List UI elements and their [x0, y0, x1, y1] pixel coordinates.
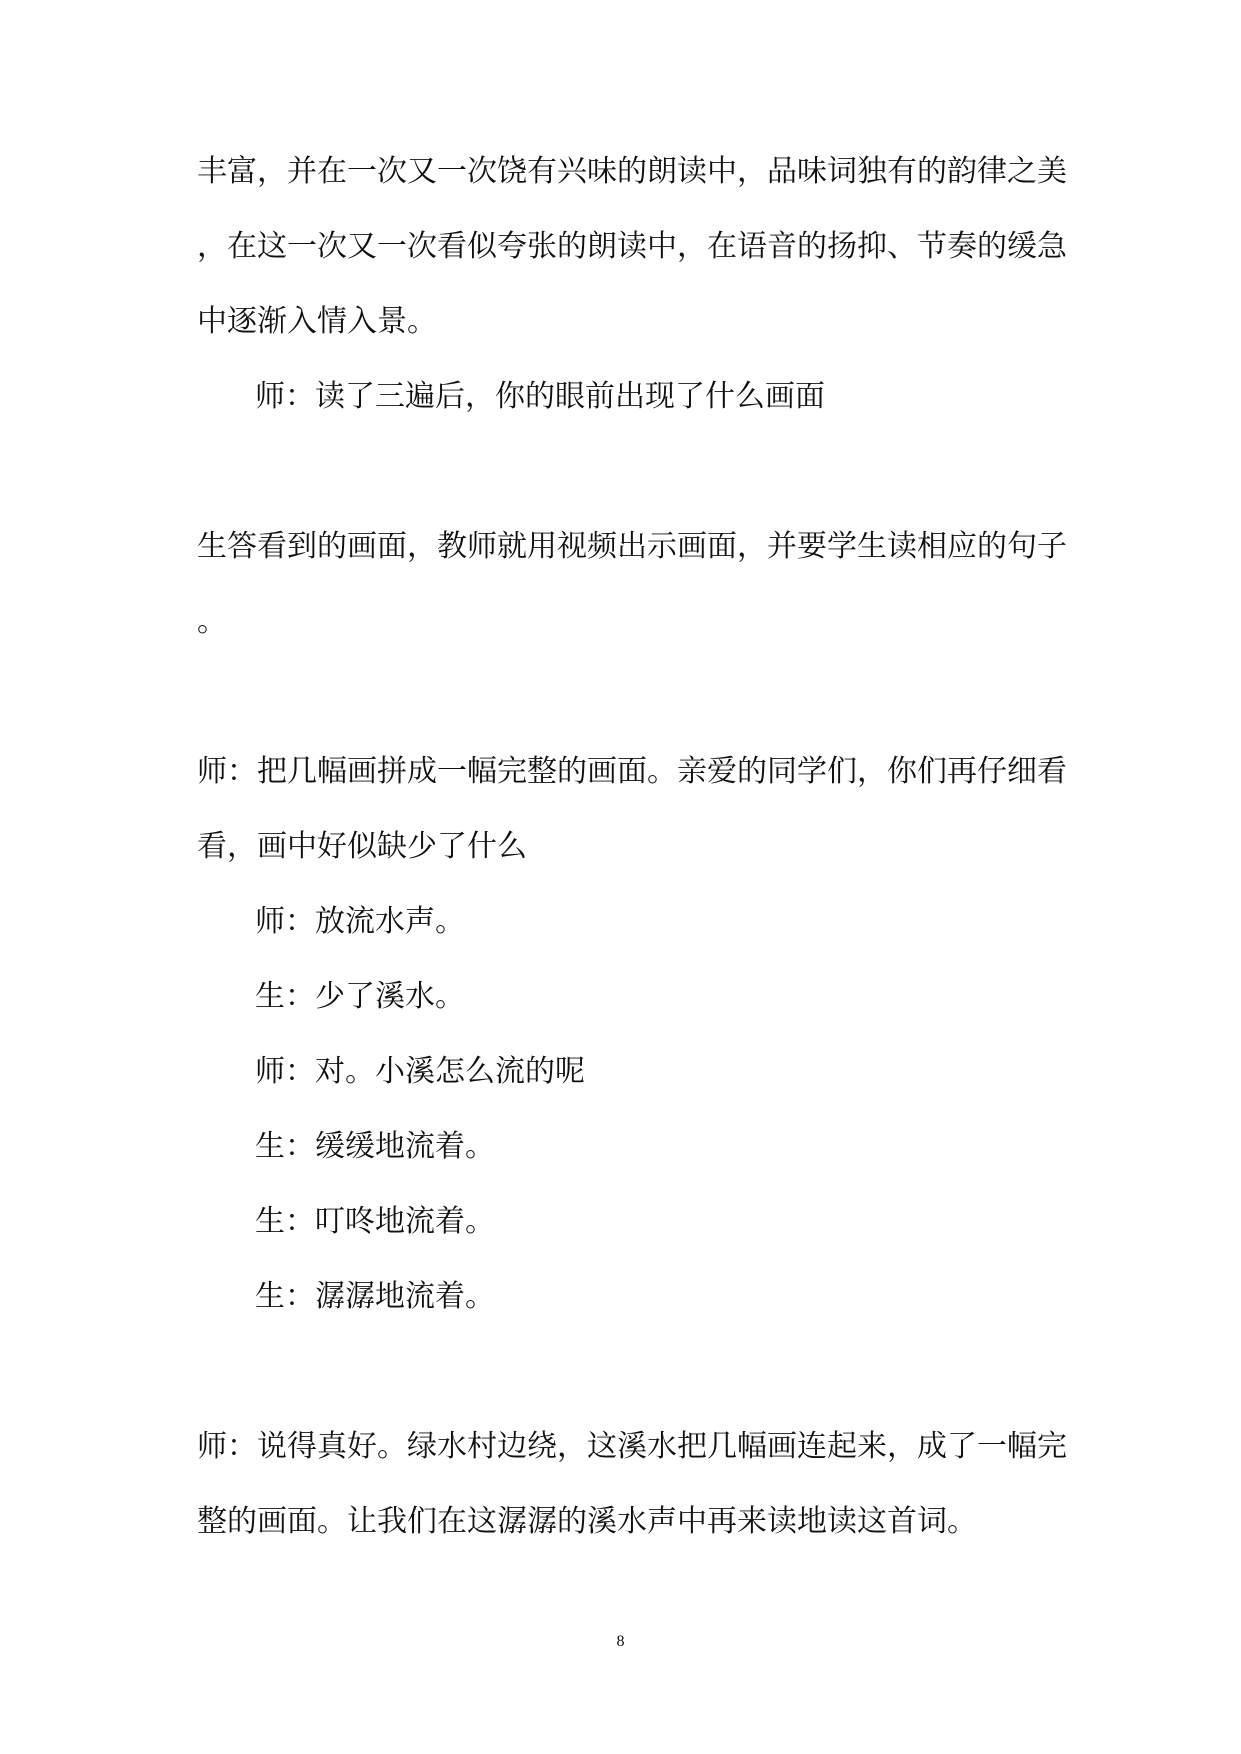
- text-line-3: 中逐渐入情入景。: [197, 304, 437, 339]
- text-line-14: 生：潺潺地流着。: [255, 1279, 495, 1314]
- text-line-8: 看，画中好似缺少了什么: [197, 829, 527, 864]
- text-line-7: 师：把几幅画拼成一幅完整的画面。亲爱的同学们，你们再仔细看: [197, 754, 1067, 789]
- text-line-10: 生：少了溪水。: [255, 979, 465, 1014]
- text-line-2: ，在这一次又一次看似夸张的朗读中，在语音的扬抑、节奏的缓急: [197, 229, 1067, 264]
- page-number: 8: [616, 1633, 625, 1650]
- text-line-5: 生答看到的画面，教师就用视频出示画面，并要学生读相应的句子: [197, 529, 1067, 564]
- text-line-11: 师：对。小溪怎么流的呢: [255, 1054, 585, 1089]
- text-line-13: 生：叮咚地流着。: [255, 1204, 495, 1239]
- text-line-15: 师：说得真好。绿水村边绕，这溪水把几幅画连起来，成了一幅完: [197, 1429, 1067, 1464]
- text-line-1: 丰富，并在一次又一次饶有兴味的朗读中，品味词独有的韵律之美: [197, 154, 1067, 189]
- text-line-16: 整的画面。让我们在这潺潺的溪水声中再来读地读这首词。: [197, 1504, 977, 1539]
- text-line-12: 生：缓缓地流着。: [255, 1129, 495, 1164]
- text-line-9: 师：放流水声。: [255, 904, 465, 939]
- text-line-6: 。: [197, 604, 227, 639]
- text-line-4: 师：读了三遍后，你的眼前出现了什么画面: [255, 379, 825, 414]
